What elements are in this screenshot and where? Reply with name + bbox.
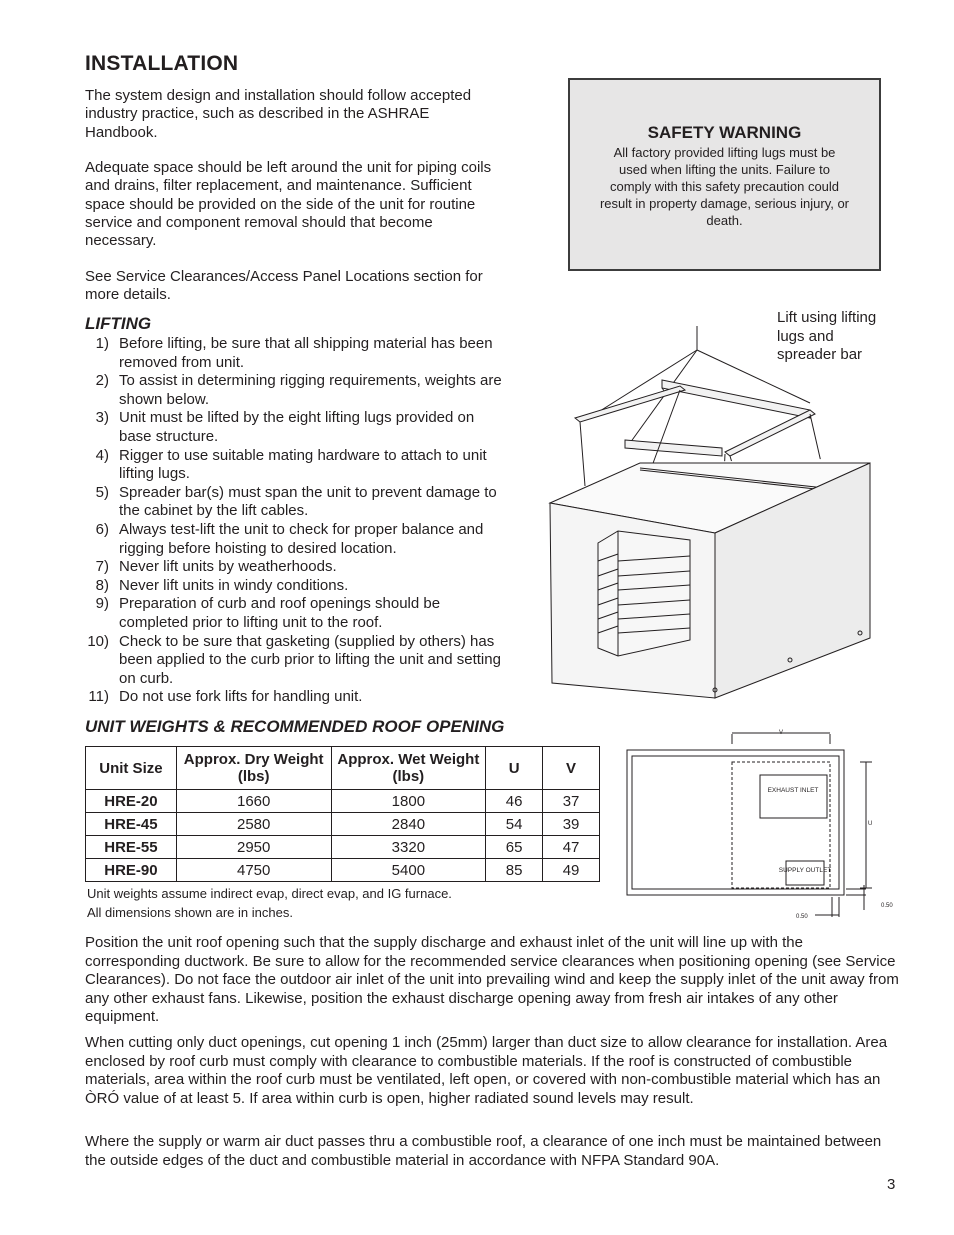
page-title: INSTALLATION [85,52,239,75]
table-cell: 37 [543,790,600,813]
table-cell: 65 [486,836,543,859]
roof-opening-diagram [620,725,900,925]
safety-warning-text: All factory provided lifting lugs must be used when lifting the units. Failure to comply with this safety precaution could result in property damage, serious injury, or death. [599,145,850,228]
table-cell: 39 [543,813,600,836]
page-number: 3 [887,1176,896,1193]
safety-warning-title: SAFETY WARNING [647,123,802,142]
list-item: 4) Rigger to use suitable mating hardware to attach to unit lifting lugs. [95,446,487,483]
column-header: Unit Size [86,747,177,790]
list-item: 2) To assist in determining rigging requirements, weights are shown below. [95,372,502,408]
table-cell: 2580 [176,813,331,836]
list-item: 7) Never lift units by weatherhoods. [95,558,337,576]
unit-weights-table [85,746,600,882]
dimension-v-label: V [778,730,784,736]
safety-warning-box [568,78,881,271]
column-header: Approx. Wet Weight (lbs) [331,747,486,790]
table-cell: 54 [486,813,543,836]
table-cell: 1800 [331,790,486,813]
body-paragraph-2: When cutting only duct openings, cut opening 1 inch (25mm) larger than duct size to allow clearance for installation. Area enclosed by roof curb must comply with clearance to combustible materials. If the roof is constructed of combustible materials, area within the roof curb must be ventilated, left open, or covered with non-combustible material which has an ÒRÓ value of at least 5. If area within curb is open, higher radiated sound levels may result. [85,1034,888,1107]
table-cell: 3320 [331,836,486,859]
dimension-bottom-label: 0.50 [796,914,808,920]
dimension-u-label: U [868,821,873,827]
intro-paragraph-3: See Service Clearances/Access Panel Locations section for more details. [85,268,483,304]
table-cell: HRE-55 [86,836,177,859]
column-header: V [543,747,600,790]
list-item: 11) Do not use fork lifts for handling unit. [88,688,363,706]
table-cell: 1660 [176,790,331,813]
dimension-right-label: 0.50 [881,903,893,909]
table-cell: 85 [486,859,543,882]
column-header: U [486,747,543,790]
intro-paragraph-2: Adequate space should be left around the unit for piping coils and drains, filter replacement, and maintenance. Sufficient space should be provided on the side of the unit for routine service and component removal should that become necessary. [85,159,492,250]
supply-outlet-label: SUPPLY OUTLET [778,867,832,874]
weights-note-1: Unit weights assume indirect evap, direct evap, and IG furnace. [87,886,452,901]
list-item: 9) Preparation of curb and roof openings should be completed prior to lifting unit to the roof. [95,595,441,631]
table-row [86,836,600,859]
lifting-steps-list [85,335,505,707]
table-row [86,790,600,813]
exhaust-inlet-label: EXHAUST INLET [767,787,819,794]
lift-figure-caption: Lift using lifting lugs and spreader bar [777,309,877,363]
column-header: Approx. Dry Weight (lbs) [176,747,331,790]
list-item: 5) Spreader bar(s) must span the unit to prevent damage to the cabinet by the lift cables. [95,483,497,520]
list-item: 6) Always test-lift the unit to check for proper balance and rigging before hoisting to desired location. [95,520,484,557]
lifting-heading: LIFTING [85,314,152,333]
body-paragraph-3: Where the supply or warm air duct passes thru a combustible roof, a clearance of one inch must be maintained between the outside edges of the duct and combustible material in accordance with NFPA Standard 90A. [85,1133,882,1169]
body-paragraph-1: Position the unit roof opening such that the supply discharge and exhaust inlet of the unit will line up with the corresponding ductwork. Be sure to allow for the recommended service clearances when positioning opening (see Service Clearances). Do not face the outdoor air inlet of the unit into prevailing wind and keep the supply inlet of the unit away from any other exhaust fans. Likewise, position the exhaust discharge opening away from fresh air intakes of any other equipment. [85,934,899,1025]
list-item: 8) Never lift units in windy conditions. [95,576,349,594]
table-cell: 4750 [176,859,331,882]
table-cell: HRE-90 [86,859,177,882]
unit-weights-heading: UNIT WEIGHTS & RECOMMENDED ROOF OPENING [85,717,505,736]
table-cell: 5400 [331,859,486,882]
table-cell: 2950 [176,836,331,859]
intro-paragraph-1: The system design and installation should follow accepted industry practice, such as described in the ASHRAE Handbook. [85,87,472,141]
table-header-row [86,747,600,790]
table-cell: HRE-20 [86,790,177,813]
table-cell: 47 [543,836,600,859]
table-row [86,859,600,882]
lifting-illustration [540,318,900,703]
list-item: 1) Before lifting, be sure that all shipping material has been removed from unit. [95,335,493,371]
table-cell: 49 [543,859,600,882]
list-item: 10) Check to be sure that gasketing (supplied by others) has been applied to the curb prior to lifting the unit and setting on curb. [87,632,501,687]
list-item: 3) Unit must be lifted by the eight lifting lugs provided on base structure. [95,409,475,445]
table-row [86,813,600,836]
table-cell: 46 [486,790,543,813]
weights-note-2: All dimensions shown are in inches. [87,905,293,920]
table-cell: HRE-45 [86,813,177,836]
table-cell: 2840 [331,813,486,836]
